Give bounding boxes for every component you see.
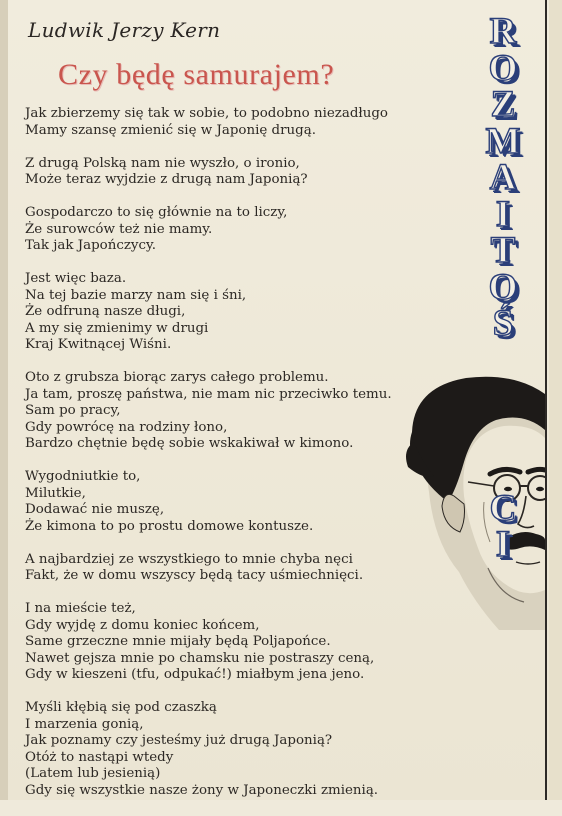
poem-stanza [25, 205, 425, 255]
poem-line: Oto z grubsza biorąc zarys całego problemu. [25, 370, 329, 385]
poem-line: Otóż to nastąpi wtedy [25, 749, 174, 765]
poem-line: Mamy szansę zmienić się w Japonię drugą. [25, 122, 316, 138]
poem-line: Na tej bazie marzy nam się i śni, [25, 287, 247, 303]
right-margin-strip [549, 0, 562, 800]
poem-line: Milutkie, [25, 485, 86, 501]
poem-line: Gdy w kieszeni (tfu, odpukać!) miałbym jena jeno. [25, 667, 365, 682]
poem-line: Gdy wyjdę z domu koniec końcem, [25, 617, 260, 633]
poem-line: Nawet gejsza mnie po chamsku nie postraszy ceną, [25, 650, 375, 666]
poem-line: Kraj Kwitnącej Wiśni. [25, 337, 172, 352]
poem-line: Bardzo chętnie będę sobie wskakiwał w kimono. [25, 436, 354, 451]
author-signature: Ludwik Jerzy Kern [28, 18, 221, 42]
poem-line: Ja tam, proszę państwa, nie mam nic przeciwko temu. [25, 386, 392, 402]
poem-stanza [25, 552, 425, 585]
poem-stanza [25, 156, 425, 189]
poem-line: I marzenia gonią, [25, 716, 144, 732]
poem-line: Gdy powrócę na rodziny łono, [25, 419, 228, 435]
heading-letter: Z [490, 84, 516, 125]
poem-line: Myśli kłębią się pod czaszką [25, 700, 217, 715]
poem-line: Jest więc baza. [25, 271, 127, 286]
heading-letter: T [490, 230, 516, 271]
column-heading-vertical [466, 11, 540, 565]
column-divider [545, 0, 547, 800]
left-margin-strip [0, 0, 8, 800]
poem-stanza [25, 271, 425, 354]
poem-line: Z drugą Polską nam nie wyszło, o ironio, [25, 155, 300, 171]
poem-line: A my się zmienimy w drugi [25, 320, 209, 336]
heading-letter: A [489, 157, 517, 198]
poem-stanza [25, 601, 425, 684]
heading-letter: C [489, 487, 517, 529]
poem-stanza [25, 469, 425, 535]
poem-line: Jak poznamy czy jesteśmy już drugą Japonią? [25, 733, 333, 748]
heading-letter: O [488, 266, 518, 308]
poem-stanza [25, 700, 425, 799]
heading-letter: I [495, 193, 511, 235]
poem-line: Dodawać nie muszę, [25, 502, 165, 517]
poem-line: (Latem lub jesienią) [25, 766, 161, 781]
poem-stanza [25, 370, 425, 453]
poem-line: Same grzeczne mnie mijały będą Poljapońce. [25, 634, 331, 649]
heading-letter: Ś [492, 303, 514, 344]
poem-line: Wygodniutkie to, [25, 469, 141, 484]
poem-line: Że kimona to po prostu domowe kontusze. [25, 518, 314, 534]
poem-line: Że surowców też nie mamy. [25, 221, 213, 237]
heading-letter: I [495, 524, 511, 565]
poem-title: Czy będę samurajem? [58, 58, 335, 91]
poem-line: Gospodarczo to się głównie na to liczy, [25, 205, 288, 220]
poem-line: Może teraz wyjdzie z drugą nam Japonią? [25, 172, 308, 187]
poem-body [25, 106, 425, 816]
poem-line: I na mieście też, [25, 601, 136, 616]
heading-letter: O [488, 47, 518, 89]
poem-line: Jak zbierzemy się tak w sobie, to podobno niezadługo [25, 106, 388, 121]
heading-letter: R [489, 11, 517, 52]
poem-line: Fakt, że w domu wszyscy będą tacy uśmiechnięci. [25, 568, 364, 583]
poem-stanza [25, 106, 425, 139]
poem-line: Że odfruną nasze długi, [25, 304, 186, 319]
heading-letter: M [485, 120, 521, 162]
poem-line: Sam po pracy, [25, 403, 121, 418]
poem-line: Tak jak Japończycy. [25, 238, 157, 253]
poem-line: Gdy się wszystkie nasze żony w Japoneczki zmienią. [25, 782, 379, 798]
poem-line: A najbardziej ze wszystkiego to mnie chyba nęci [25, 551, 353, 567]
